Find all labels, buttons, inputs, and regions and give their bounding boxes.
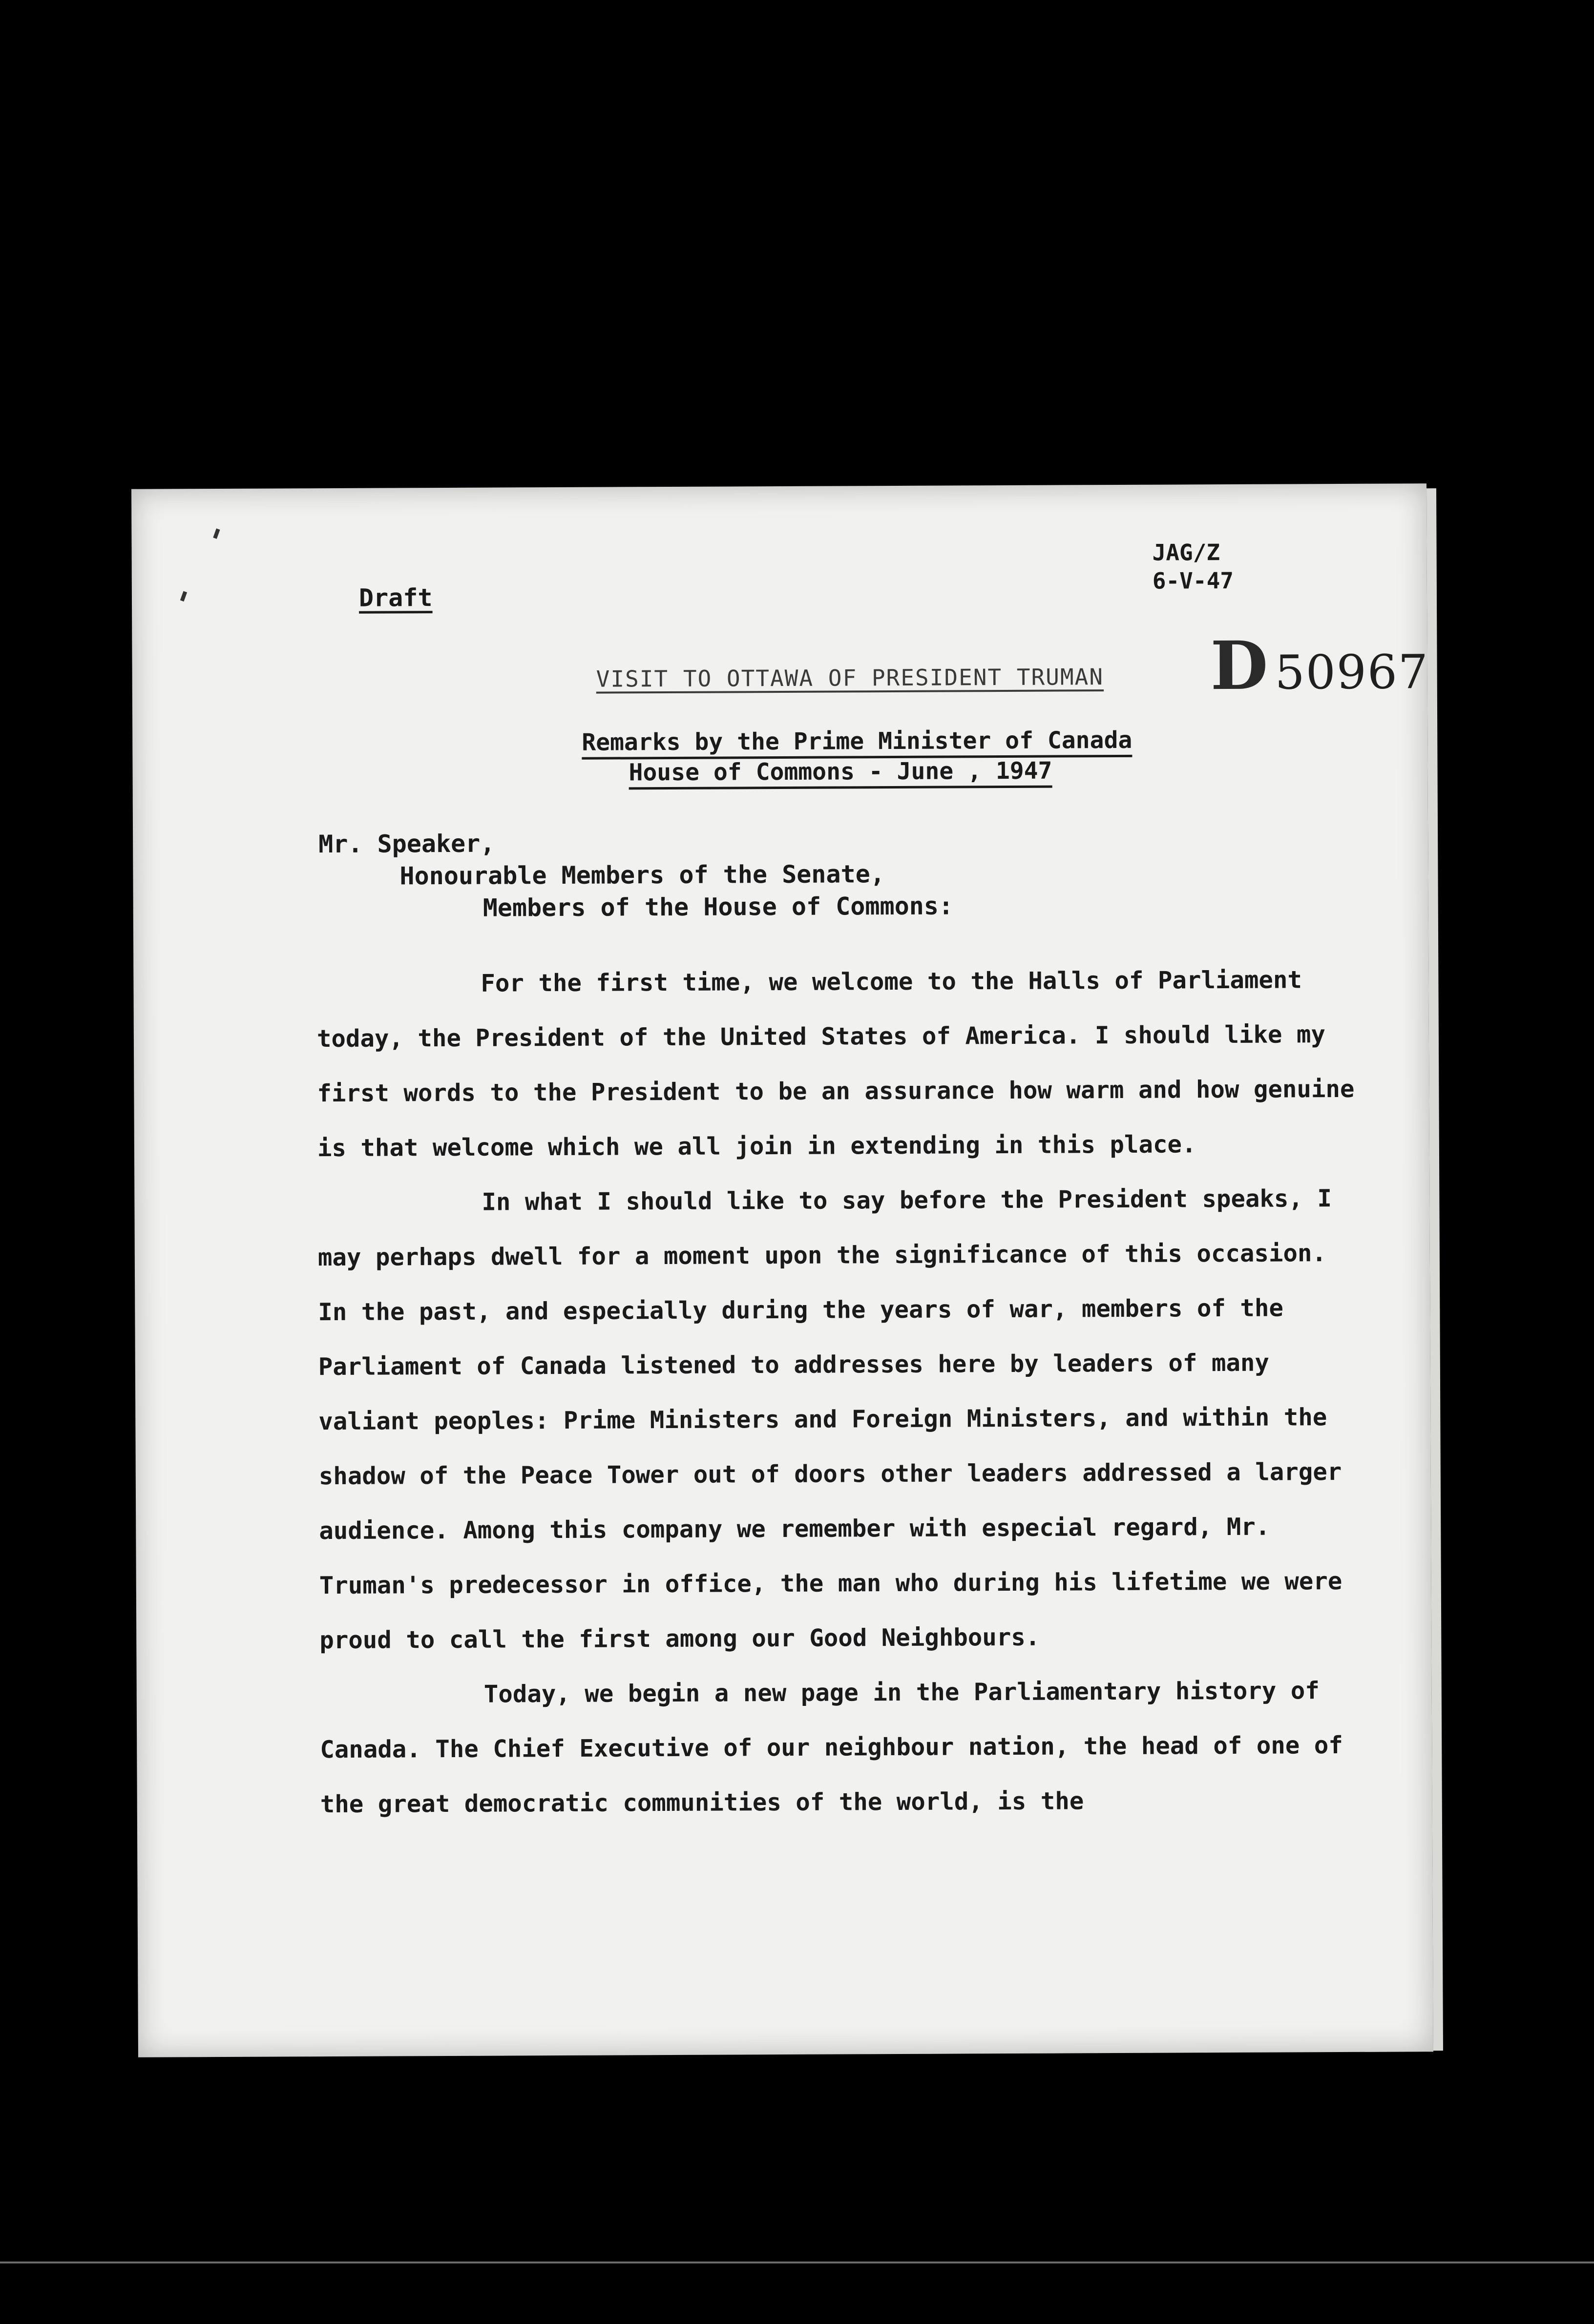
reference-line-2: 6-V-47 [1152, 567, 1234, 594]
document-subheading [582, 725, 1133, 788]
margin-mark [213, 528, 220, 539]
paragraph-text: Today, we begin a new page in the Parliamentary history of Canada. The Chief Executive of our neighbour nation, the head of one of the great democratic communities of the world, is the [320, 1677, 1343, 1819]
reference-line-1: JAG/Z [1152, 539, 1220, 566]
paragraph-text: For the first time, we welcome to the Halls of Parliament today, the President of the United States of America. I should like my first words to the President to be an assurance how warm and how genuine is that welcome which we all join in extending in this place. [316, 966, 1355, 1162]
film-edge-line [0, 2262, 1594, 2263]
page-edge-shadow [1426, 488, 1443, 2051]
body-paragraph [320, 1663, 1361, 1832]
body-paragraph [317, 1171, 1360, 1668]
draft-label: Draft [358, 583, 433, 612]
speech-body [316, 953, 1361, 1832]
stamp-letter: D [1210, 626, 1269, 706]
salutation-line: Honourable Members of the Senate, [399, 860, 885, 891]
salutation-line: Members of the House of Commons: [482, 892, 954, 922]
stamp-number: 50967 [1275, 644, 1429, 700]
document-heading: VISIT TO OTTAWA OF PRESIDENT TRUMAN [596, 664, 1104, 692]
typed-document-page [131, 483, 1433, 2057]
salutation-block [318, 825, 953, 925]
salutation-line: Mr. Speaker, [318, 829, 495, 859]
subheading-line-2: House of Commons - June , 1947 [629, 757, 1052, 790]
body-paragraph [316, 953, 1358, 1176]
margin-mark [180, 591, 187, 602]
paragraph-text: In what I should like to say before the President speaks, I may perhaps dwell for a moment upon the significance of this occasion. In the past, and especially during the years of war, members of the Parliament of Canada listened to addresses here by leaders of many valiant peoples: Prime Ministers and Foreign Ministers, and within the shadow of the Peace Tower out of doors other leaders addressed a larger audience. Among this company we remember with especial regard, Mr. Truman's predecessor in office, the man who during his lifetime we were proud to call the first among our Good Neighbours. [317, 1184, 1342, 1655]
document-number-stamp [1210, 626, 1429, 705]
reference-code [1152, 538, 1234, 595]
subheading-line-1: Remarks by the Prime Minister of Canada [582, 726, 1132, 760]
